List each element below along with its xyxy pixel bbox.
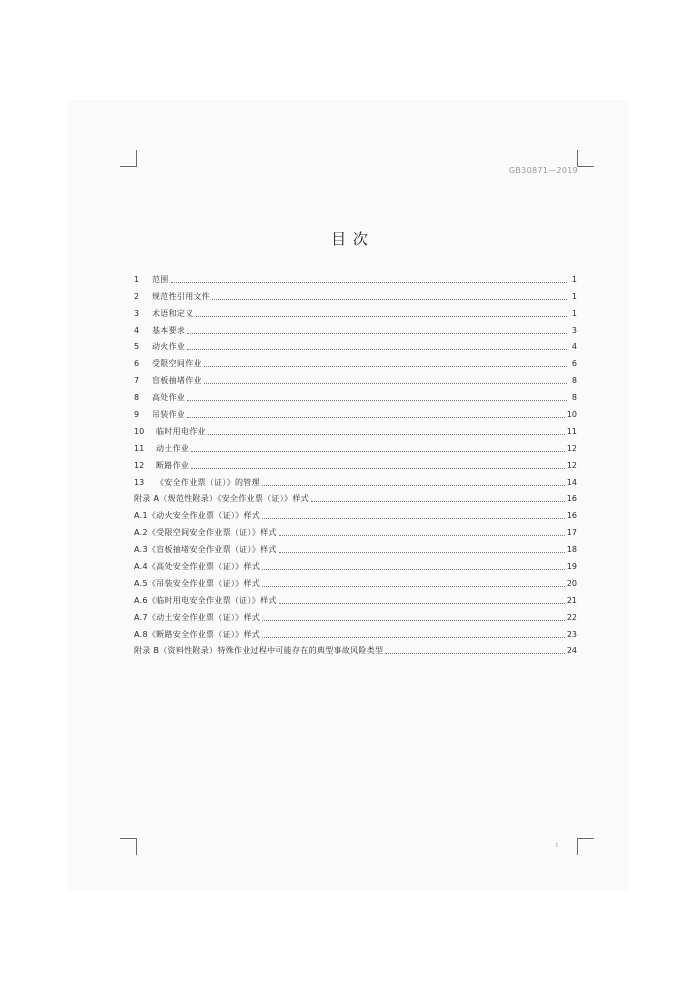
toc-entry-number: 10 <box>134 426 145 436</box>
toc-entry-label: 临时用电作业 <box>156 426 206 436</box>
toc-entry[interactable] <box>134 302 577 319</box>
toc-entry-page: 16 <box>566 511 577 521</box>
toc-leader-dots <box>196 315 568 317</box>
toc-entry-number: 3 <box>134 308 140 318</box>
toc-entry-page: 6 <box>571 359 577 369</box>
toc-leader-dots <box>208 433 565 435</box>
toc-entry-label: 盲板抽堵作业 <box>152 376 202 386</box>
toc-entry-page: 11 <box>566 426 577 436</box>
toc-entry[interactable] <box>134 319 577 336</box>
toc-entry[interactable] <box>134 336 577 353</box>
toc-entry-number: 8 <box>134 393 140 403</box>
toc-entry-number: 2 <box>134 291 140 301</box>
toc-leader-dots <box>171 281 567 283</box>
toc-leader-dots <box>262 484 565 486</box>
toc-entry-number: 1 <box>134 274 140 284</box>
toc-entry-number: 7 <box>134 376 140 386</box>
toc-entry[interactable] <box>134 623 577 640</box>
toc-entry-page: 10 <box>566 410 577 420</box>
toc-entry-page: 23 <box>566 629 577 639</box>
toc-entry[interactable] <box>134 538 577 555</box>
crop-mark-top-right <box>577 150 594 167</box>
toc-entry-label: A.7《动土安全作业票（证）》样式 <box>134 612 261 622</box>
toc-entry-page: 1 <box>571 274 577 284</box>
toc-entry-page: 21 <box>566 595 577 605</box>
toc-entry-label: 断路作业 <box>156 460 190 470</box>
toc-leader-dots <box>187 399 567 401</box>
toc-entry-label: A.8《断路安全作业票（证）》样式 <box>134 629 261 639</box>
table-of-contents <box>134 268 577 656</box>
toc-leader-dots <box>204 365 567 367</box>
toc-entry[interactable] <box>134 471 577 488</box>
toc-entry-label: A.3《盲板抽堵安全作业票（证）》样式 <box>134 545 277 555</box>
toc-entry-page: 8 <box>571 376 577 386</box>
toc-entry[interactable] <box>134 454 577 471</box>
toc-leader-dots <box>191 450 565 452</box>
toc-leader-dots <box>385 652 564 654</box>
toc-leader-dots <box>279 602 565 604</box>
toc-entry[interactable] <box>134 352 577 369</box>
toc-entry[interactable] <box>134 640 577 657</box>
toc-leader-dots <box>204 382 567 384</box>
toc-entry[interactable] <box>134 555 577 572</box>
toc-entry-number: 11 <box>134 443 145 453</box>
toc-leader-dots <box>262 568 565 570</box>
toc-entry-label: A.2《受限空间安全作业票（证）》样式 <box>134 528 277 538</box>
toc-entry-label: A.1《动火安全作业票（证）》样式 <box>134 511 261 521</box>
toc-entry-page: 16 <box>566 494 577 504</box>
toc-entry-page: 24 <box>566 646 577 656</box>
toc-entry-label: A.5《吊装安全作业票（证）》样式 <box>134 578 261 588</box>
toc-leader-dots <box>262 636 565 638</box>
toc-entry-number: 9 <box>134 410 140 420</box>
toc-entry[interactable] <box>134 386 577 403</box>
toc-entry-page: 19 <box>566 562 577 572</box>
toc-entry-page: 1 <box>571 291 577 301</box>
toc-entry-label: A.6《临时用电安全作业票（证）》样式 <box>134 595 277 605</box>
toc-entry-label: 受限空间作业 <box>152 359 202 369</box>
toc-entry-page: 18 <box>566 545 577 555</box>
crop-mark-bottom-right <box>577 838 594 855</box>
toc-entry-label: 《安全作业票（证）》的管理 <box>156 477 260 487</box>
toc-entry-label: 附录 B（资料性附录）特殊作业过程中可能存在的典型事故风险类型 <box>134 646 384 656</box>
toc-entry-page: 14 <box>566 477 577 487</box>
toc-entry-number: 4 <box>134 325 140 335</box>
standard-code: GB30871—2019 <box>508 166 578 175</box>
toc-entry-number: 12 <box>134 460 145 470</box>
toc-entry-label: 高处作业 <box>152 393 186 403</box>
toc-entry-number: 13 <box>134 477 145 487</box>
toc-leader-dots <box>187 348 567 350</box>
toc-entry[interactable] <box>134 369 577 386</box>
toc-entry-page: 12 <box>566 460 577 470</box>
toc-leader-dots <box>187 416 565 418</box>
toc-entry[interactable] <box>134 268 577 285</box>
toc-leader-dots <box>279 551 565 553</box>
toc-leader-dots <box>262 619 565 621</box>
toc-entry-number: 6 <box>134 359 140 369</box>
page-number: I <box>556 842 558 849</box>
toc-entry-label: 规范性引用文件 <box>152 291 211 301</box>
toc-leader-dots <box>191 467 565 469</box>
toc-entry[interactable] <box>134 403 577 420</box>
toc-entry-label: 范围 <box>152 274 169 284</box>
toc-entry-page: 3 <box>571 325 577 335</box>
toc-entry[interactable] <box>134 606 577 623</box>
toc-entry-page: 20 <box>566 578 577 588</box>
toc-leader-dots <box>262 517 565 519</box>
toc-entry-label: A.4《高处安全作业票（证）》样式 <box>134 562 261 572</box>
toc-entry[interactable] <box>134 285 577 302</box>
toc-entry[interactable] <box>134 504 577 521</box>
toc-entry[interactable] <box>134 521 577 538</box>
toc-entry-page: 4 <box>571 342 577 352</box>
toc-leader-dots <box>212 298 567 300</box>
toc-entry[interactable] <box>134 572 577 589</box>
toc-entry[interactable] <box>134 488 577 505</box>
toc-entry-page: 1 <box>571 308 577 318</box>
toc-entry[interactable] <box>134 437 577 454</box>
page-title: 目 次 <box>331 230 369 248</box>
toc-entry-page: 12 <box>566 443 577 453</box>
toc-entry-label: 动土作业 <box>156 443 190 453</box>
toc-entry-label: 术语和定义 <box>152 308 194 318</box>
crop-mark-top-left <box>120 150 137 167</box>
toc-entry[interactable] <box>134 420 577 437</box>
toc-entry-label: 附录 A（规范性附录）《安全作业票（证）》样式 <box>134 494 309 504</box>
toc-leader-dots <box>279 534 565 536</box>
toc-entry-label: 基本要求 <box>152 325 186 335</box>
toc-entry-label: 吊装作业 <box>152 410 186 420</box>
toc-leader-dots <box>187 332 567 334</box>
toc-entry-page: 22 <box>566 612 577 622</box>
toc-entry-page: 17 <box>566 528 577 538</box>
toc-entry-number: 5 <box>134 342 140 352</box>
crop-mark-bottom-left <box>120 838 137 855</box>
toc-entry-page: 8 <box>571 393 577 403</box>
toc-leader-dots <box>262 585 565 587</box>
toc-entry-label: 动火作业 <box>152 342 186 352</box>
toc-leader-dots <box>311 500 565 502</box>
toc-entry[interactable] <box>134 589 577 606</box>
